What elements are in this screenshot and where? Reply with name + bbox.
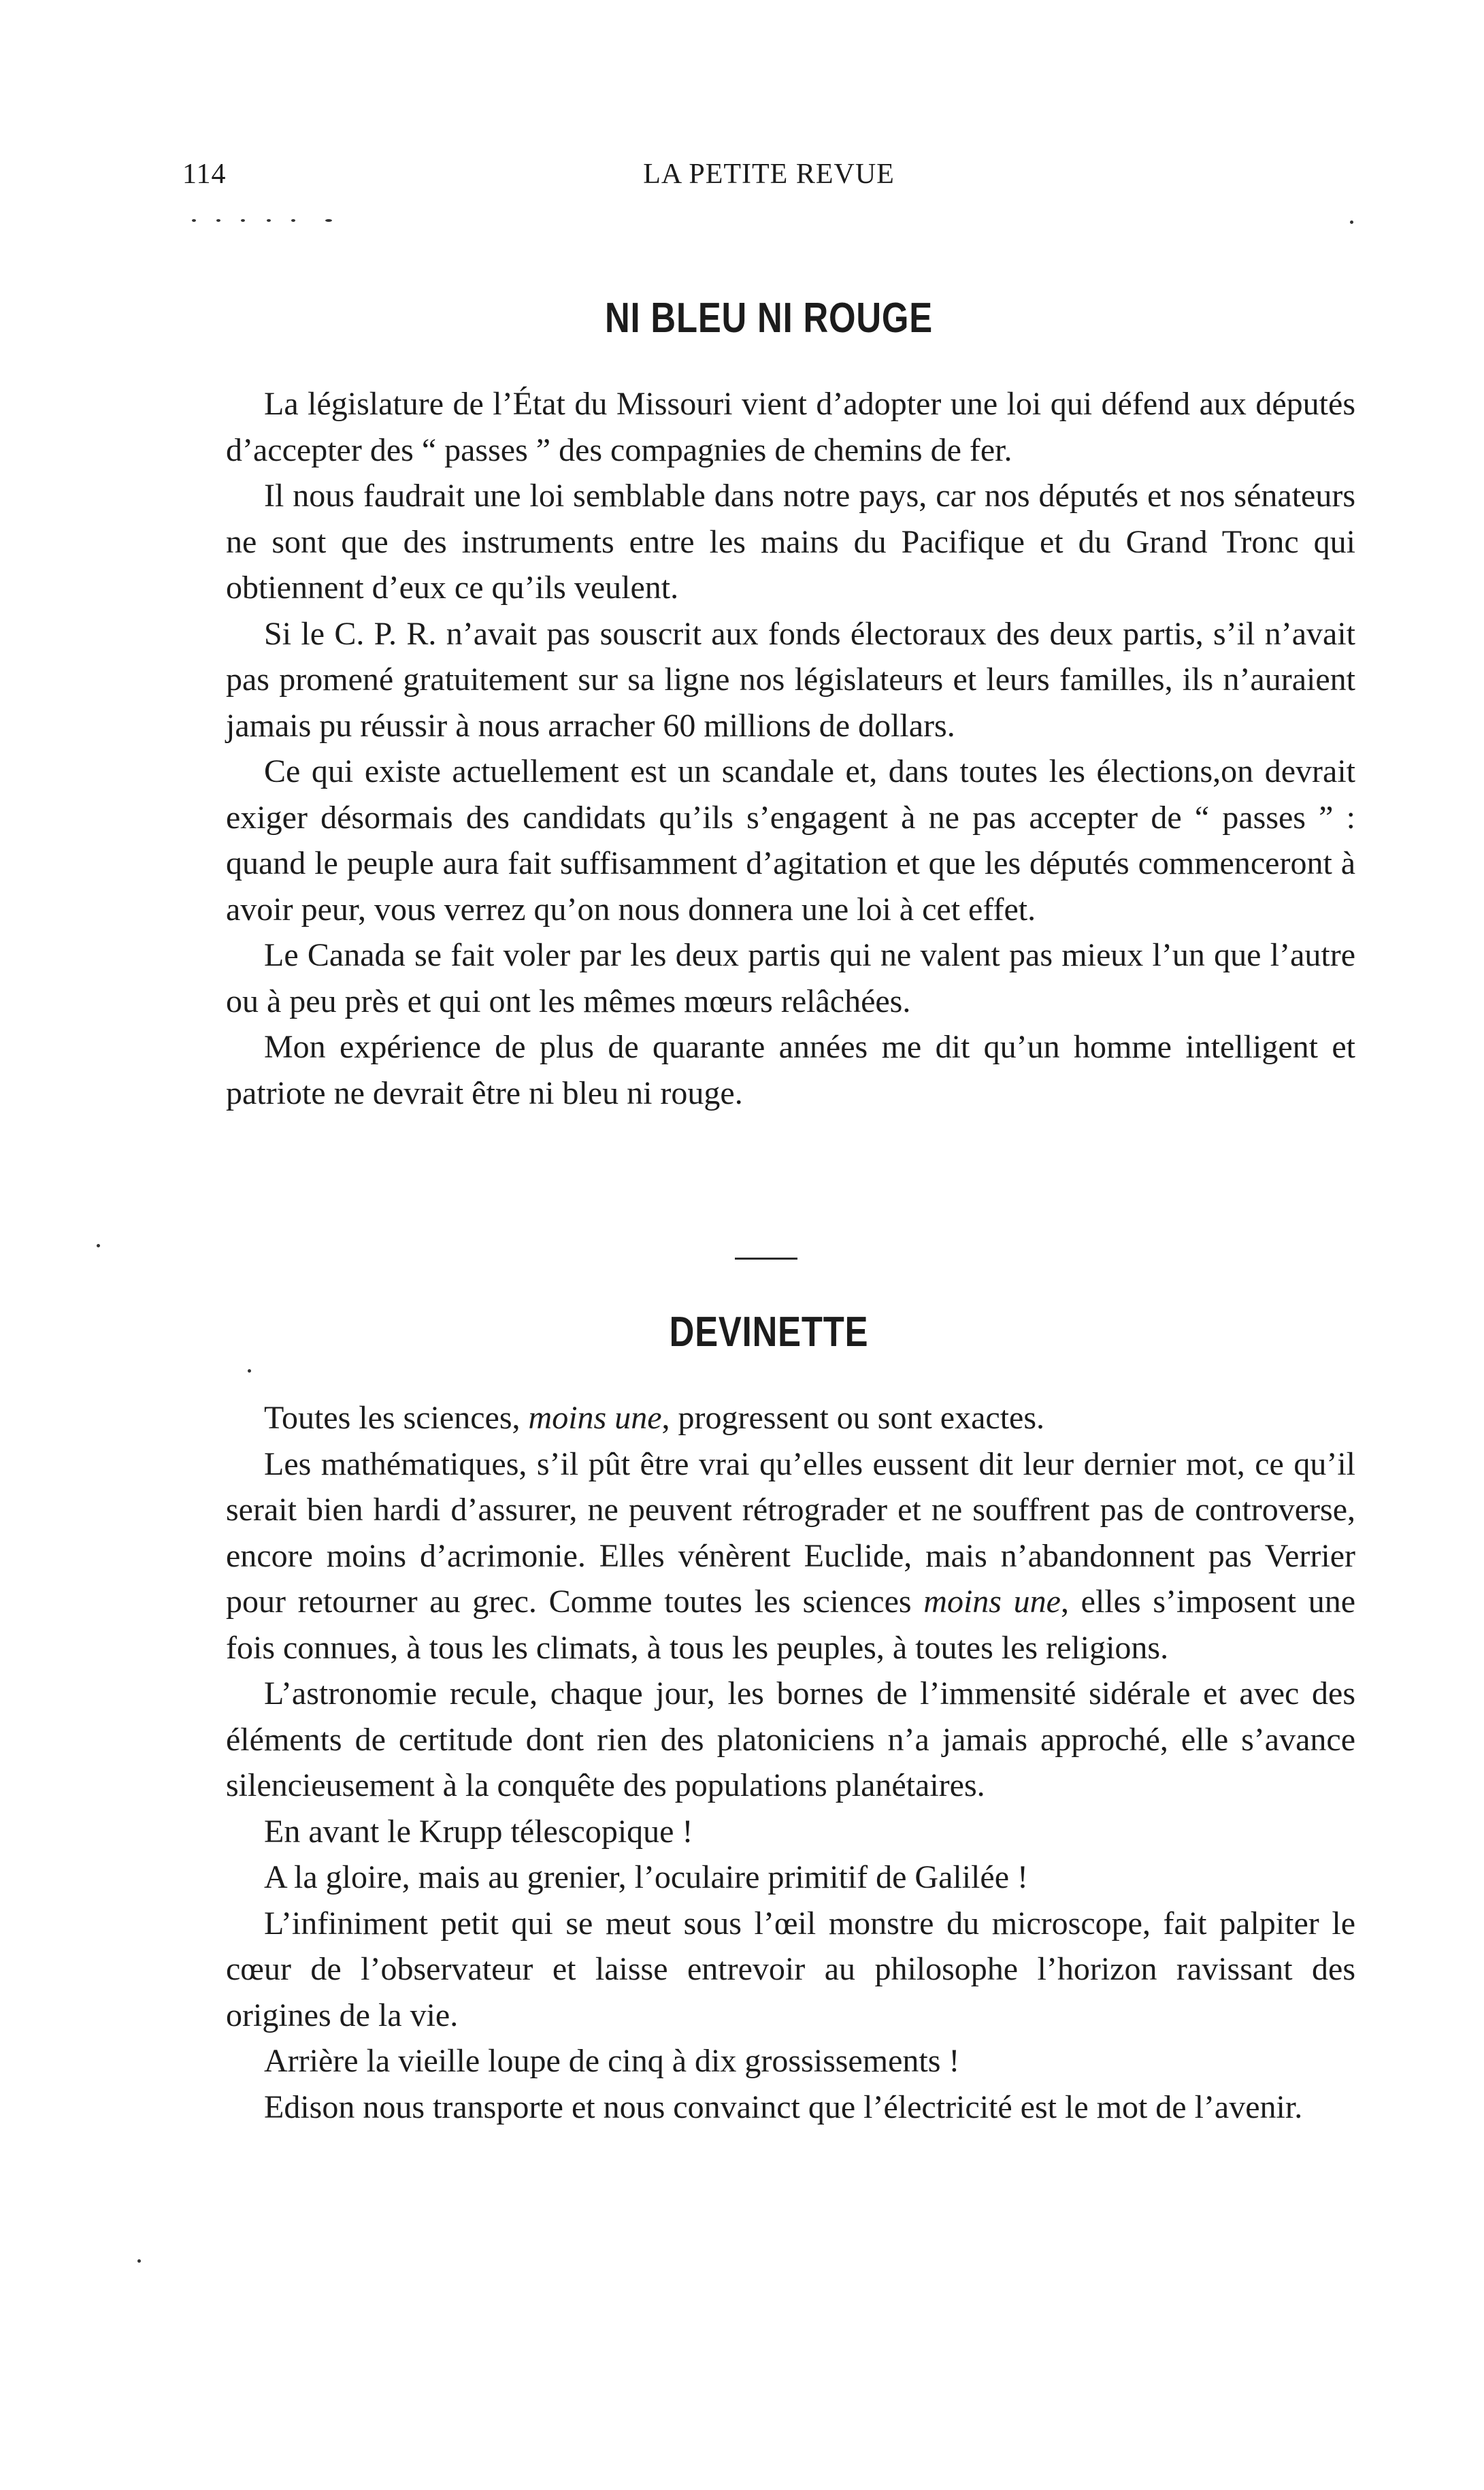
text-run: , elles s’imposent une fois connues, à tous les climats, à tous les peuples, à toutes les religions. <box>226 1584 1355 1666</box>
print-speck <box>248 1369 251 1373</box>
print-speck <box>97 1244 100 1247</box>
print-speck <box>291 219 295 222</box>
text-run: Toutes les sciences, <box>264 1400 529 1436</box>
print-speck <box>192 219 196 222</box>
article-body <box>226 1395 1355 2130</box>
italic-text: moins une <box>923 1584 1061 1620</box>
print-speck <box>325 219 332 222</box>
print-speck <box>216 219 220 222</box>
paragraph: Il nous faudrait une loi semblable dans notre pays, car nos députés et nos sénateurs ne sont que des instruments entre les mains du Pacifique et du Grand Tronc qui obtiennent d’eux ce qu’ils veulent. <box>226 478 1355 606</box>
text-run: Les mathématiques, s’il pût être vrai qu’elles eussent dit leur dernier mot, ce qu’il serait bien hardi d’assurer, ne peuvent rétrograder et ne souffrent pas de controverse, encore moins d’acrimonie. Elles vénèrent Euclide, mais n’abandonnent pas Verrier pour retourner au grec. Comme toutes les sciences <box>226 1445 1355 1620</box>
section-title: DEVINETTE <box>669 1309 869 1356</box>
paragraph <box>226 1441 1355 1671</box>
page-number: 114 <box>182 159 227 190</box>
paragraph: L’infiniment petit qui se meut sous l’œil monstre du microscope, fait palpiter le cœur de l’observateur et laisse entrevoir au philosophe l’horizon ravissant des origines de la vie. <box>226 1905 1355 2033</box>
section-divider <box>735 1258 797 1260</box>
italic-text: moins une <box>528 1400 662 1436</box>
print-speck <box>241 219 245 222</box>
paragraph: Mon expérience de plus de quarante années me dit qu’un homme intelligent et patriote ne devrait être ni bleu ni rouge. <box>226 1029 1355 1111</box>
paragraph: L’astronomie recule, chaque jour, les bornes de l’immensité sidérale et avec des éléments de certitude dont rien des platoniciens n’a jamais approché, elle s’avance silencieusement à la conquête des populations planétaires. <box>226 1675 1355 1803</box>
print-speck <box>267 219 271 222</box>
paragraph: La législature de l’État du Missouri vient d’adopter une loi qui défend aux députés d’accepter des “ passes ” des compagnies de chemins de fer. <box>226 386 1355 468</box>
text-run: , progressent ou sont exactes. <box>661 1400 1045 1436</box>
paragraph: Edison nous transporte et nous convainct que l’électricité est le mot de l’avenir. <box>264 2088 1303 2125</box>
section-title: NI BLEU NI ROUGE <box>604 295 934 342</box>
article-body <box>226 381 1355 1116</box>
running-title: LA PETITE REVUE <box>643 159 895 190</box>
paragraph: En avant le Krupp télescopique ! <box>264 1813 693 1850</box>
print-speck <box>1350 220 1353 224</box>
paragraph: Ce qui existe actuellement est un scandale et, dans toutes les élections,on devrait exiger désormais des candidats qu’ils s’engagent à ne pas accepter de “ passes ” : quand le peuple aura fait suffisamment d’agitation et que les députés commenceront à avoir peur, vous verrez qu’on nous donnera une loi à cet effet. <box>226 753 1355 928</box>
running-head <box>182 158 1355 199</box>
paragraph: Si le C. P. R. n’avait pas souscrit aux fonds électoraux des deux partis, s’il n’avait pas promené gratuitement sur sa ligne nos législateurs et leurs familles, ils n’auraient jamais pu réussir à nous arracher 60 millions de dollars. <box>226 615 1355 744</box>
paragraph: Le Canada se fait voler par les deux partis qui ne valent pas mieux l’un que l’autre ou à peu près et qui ont les mêmes mœurs relâchées. <box>226 937 1355 1019</box>
paragraph: A la gloire, mais au grenier, l’oculaire primitif de Galilée ! <box>264 1859 1028 1895</box>
print-speck <box>137 2259 141 2263</box>
paragraph <box>226 1395 1355 1441</box>
paragraph: Arrière la vieille loupe de cinq à dix grossissements ! <box>264 2043 960 2079</box>
